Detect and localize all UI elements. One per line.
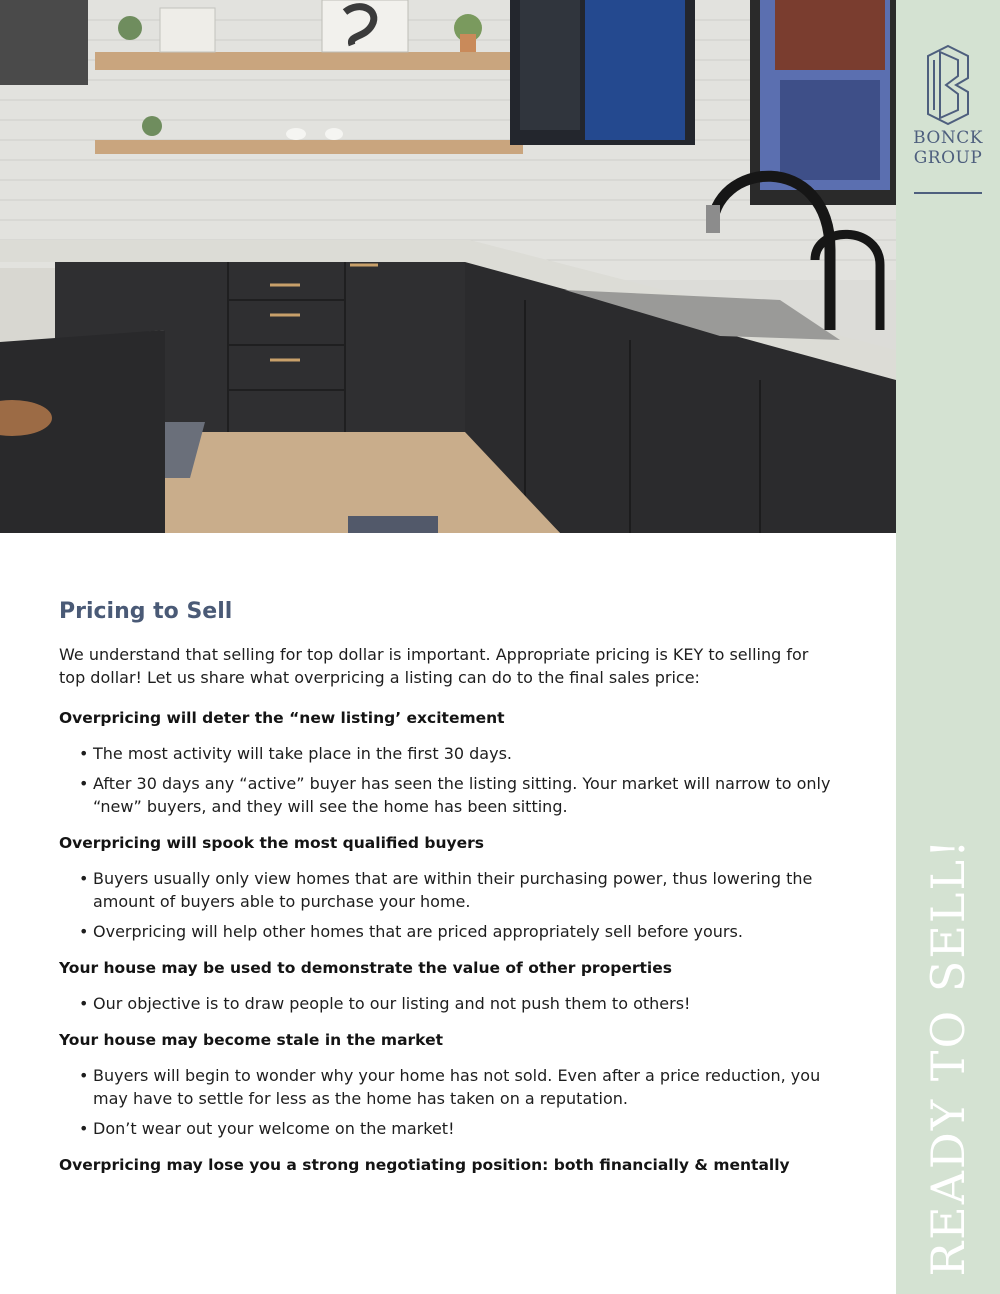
section-title: Your house may be used to demonstrate the value of other properties	[59, 959, 672, 977]
window-reflection	[780, 80, 880, 180]
cabinet-glass	[520, 0, 580, 130]
bullet-list	[59, 1064, 839, 1140]
floor-mat	[348, 516, 438, 533]
list-item-text: Overpricing will help other homes that are priced appropriately sell before yours.	[93, 922, 743, 941]
brick-building	[775, 0, 885, 70]
bowl-2	[325, 128, 343, 140]
list-item	[59, 920, 839, 943]
faucet-head	[706, 205, 720, 233]
bullet-list	[59, 742, 839, 818]
bullet-icon: •	[79, 774, 89, 793]
main-content	[59, 596, 839, 1189]
bullet-icon: •	[79, 994, 89, 1013]
vertical-title: READY TO SELL!	[921, 837, 975, 1277]
list-item	[59, 1117, 839, 1140]
bullet-icon: •	[79, 744, 89, 763]
section-title: Your house may become stale in the market	[59, 1031, 443, 1049]
upper-shelf	[95, 52, 523, 70]
small-frame	[160, 8, 215, 52]
list-item-text: The most activity will take place in the first 30 days.	[93, 744, 512, 763]
section-stale-market	[59, 1029, 839, 1140]
list-item	[59, 772, 839, 818]
brand-name-line1: BONCK	[913, 128, 983, 148]
list-item	[59, 1064, 839, 1110]
intro-paragraph: We understand that selling for top dollar is important. Appropriate pricing is KEY to selling for top dollar! Let us share what overpricing a listing can do to the final sales price:	[59, 645, 809, 687]
section-title: Overpricing will spook the most qualified buyers	[59, 834, 485, 852]
lower-shelf-plant	[142, 116, 162, 136]
bullet-list	[59, 867, 839, 943]
range-hood	[0, 0, 88, 85]
bullet-icon: •	[79, 1066, 89, 1085]
brand-sidebar	[896, 0, 1000, 1294]
kitchen-illustration	[0, 0, 896, 533]
bowl	[286, 128, 306, 140]
list-item-text: Don’t wear out your welcome on the market!	[93, 1119, 455, 1138]
logo-divider	[914, 192, 982, 194]
list-item-text: Our objective is to draw people to our listing and not push them to others!	[93, 994, 691, 1013]
logo-monogram-icon	[920, 42, 976, 128]
list-item-text: Buyers will begin to wonder why your home has not sold. Even after a price reduction, you may have to settle for less as the home has taken on a reputation.	[93, 1066, 821, 1108]
bullet-icon: •	[79, 869, 89, 888]
bullet-list	[59, 992, 839, 1015]
list-item	[59, 992, 839, 1015]
brand-name-line2: GROUP	[913, 148, 983, 168]
section-negotiating-position	[59, 1154, 839, 1177]
bonck-group-logo	[896, 42, 1000, 194]
section-demonstrate-value	[59, 957, 839, 1015]
list-item-text: After 30 days any “active” buyer has seen the listing sitting. Your market will narrow to only “new” buyers, and they will see the home has been sitting.	[93, 774, 831, 816]
hero-kitchen-photo	[0, 0, 896, 533]
section-title: Overpricing will deter the “new listing’ excitement	[59, 709, 505, 727]
section-new-listing	[59, 707, 839, 818]
plant-pot	[460, 34, 476, 52]
shelf-plant	[118, 16, 142, 40]
list-item	[59, 867, 839, 913]
section-qualified-buyers	[59, 832, 839, 943]
bullet-icon: •	[79, 1119, 89, 1138]
section-title: Overpricing may lose you a strong negotiating position: both financially & mentally	[59, 1156, 790, 1174]
blue-cabinet-door	[585, 0, 685, 140]
list-item	[59, 742, 839, 765]
page-title: Pricing to Sell	[59, 599, 233, 624]
list-item-text: Buyers usually only view homes that are within their purchasing power, thus lowering the amount of buyers able to purchase your home.	[93, 869, 813, 911]
bullet-icon: •	[79, 922, 89, 941]
lower-shelf	[95, 140, 523, 154]
